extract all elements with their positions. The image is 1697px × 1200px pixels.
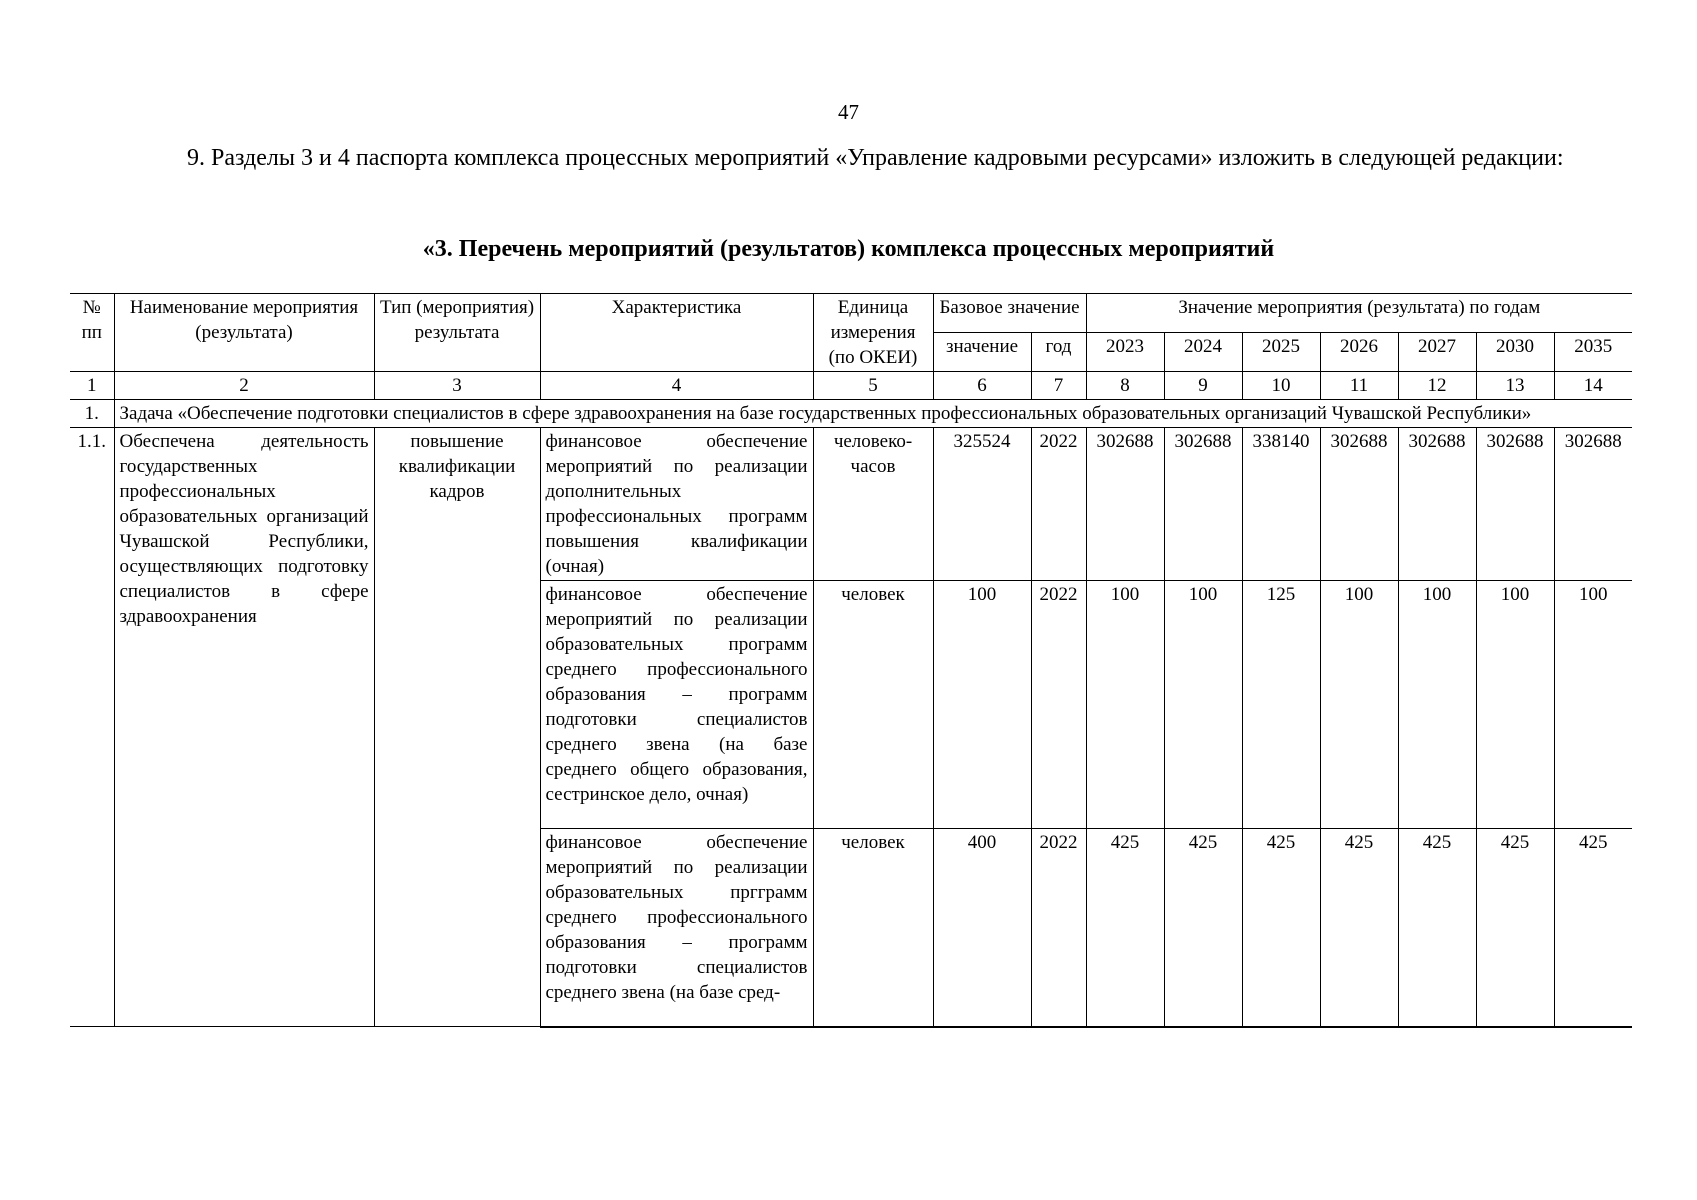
column-number: 2 [114,372,374,400]
header-row-1 [70,294,1632,333]
column-number: 7 [1031,372,1086,400]
section-title: «3. Перечень мероприятий (результатов) комплекса процессных мероприятий [422,236,1275,262]
header-year: 2025 [1242,333,1320,372]
column-numbers-row [70,372,1632,400]
header-year: 2035 [1554,333,1632,372]
column-number: 14 [1554,372,1632,400]
row-value-2023: 100 [1086,581,1164,829]
header-base-value: значение [933,333,1031,372]
row-value-2026: 100 [1320,581,1398,829]
item-name: Обеспечена деятельность государственных профессиональных образовательных организаций Чувашской Республики, осуществляющих подготовку специалистов в сфере здравоохранения [114,428,374,1027]
row-value-2030: 302688 [1476,428,1554,581]
row-base-value: 325524 [933,428,1031,581]
task-num: 1. [70,400,114,428]
column-number: 1 [70,372,114,400]
item-num: 1.1. [70,428,114,1027]
table-row [70,428,1632,581]
header-characteristic: Характеристика [540,294,813,372]
header-year: 2030 [1476,333,1554,372]
column-number: 8 [1086,372,1164,400]
column-number: 4 [540,372,813,400]
page-number: 47 [838,100,859,124]
header-base-year: год [1031,333,1086,372]
row-value-2025: 338140 [1242,428,1320,581]
row-value-2027: 302688 [1398,428,1476,581]
activities-table [70,293,1632,1028]
column-number: 13 [1476,372,1554,400]
row-value-2035: 425 [1554,829,1632,1027]
header-year: 2023 [1086,333,1164,372]
row-base-year: 2022 [1031,829,1086,1027]
header-base: Базовое значение [933,294,1086,333]
header-years-group: Значение мероприятия (результата) по годам [1086,294,1632,333]
row-base-year: 2022 [1031,581,1086,829]
row-value-2030: 100 [1476,581,1554,829]
row-base-year: 2022 [1031,428,1086,581]
row-value-2025: 425 [1242,829,1320,1027]
header-type: Тип (мероприятия) результата [374,294,540,372]
row-base-value: 100 [933,581,1031,829]
row-value-2025: 125 [1242,581,1320,829]
header-year: 2024 [1164,333,1242,372]
item-type: повышение квалификации кадров [374,428,540,1027]
row-unit: человек [813,581,933,829]
row-unit: человек [813,829,933,1027]
row-characteristic: финансовое обеспечение мероприятий по реализации дополнительных профессиональных программ повышения квалификации (очная) [540,428,813,581]
row-value-2035: 100 [1554,581,1632,829]
column-number: 6 [933,372,1031,400]
column-number: 5 [813,372,933,400]
intro-paragraph: 9. Разделы 3 и 4 паспорта комплекса процессных мероприятий «Управление кадровыми ресурсами» изложить в следующей редакции: [187,145,1564,171]
row-value-2027: 100 [1398,581,1476,829]
header-name: Наименование мероприятия (результата) [114,294,374,372]
column-number: 12 [1398,372,1476,400]
header-year: 2026 [1320,333,1398,372]
row-base-value: 400 [933,829,1031,1027]
column-number: 3 [374,372,540,400]
row-value-2024: 302688 [1164,428,1242,581]
header-year: 2027 [1398,333,1476,372]
row-characteristic: финансовое обеспечение мероприятий по реализации образовательных программ среднего профессионального образования – программ подготовки специалистов среднего звена (на базе среднего общего образования, сестринское дело, очная) [540,581,813,829]
row-value-2026: 302688 [1320,428,1398,581]
row-value-2024: 100 [1164,581,1242,829]
row-value-2023: 302688 [1086,428,1164,581]
task-text: Задача «Обеспечение подготовки специалистов в сфере здравоохранения на базе государственных профессиональных образовательных организаций Чувашской Республики» [114,400,1632,428]
row-value-2030: 425 [1476,829,1554,1027]
row-value-2024: 425 [1164,829,1242,1027]
row-unit: человеко-часов [813,428,933,581]
row-value-2027: 425 [1398,829,1476,1027]
column-number: 9 [1164,372,1242,400]
header-unit: Единица измерения (по ОКЕИ) [813,294,933,372]
row-characteristic: финансовое обеспечение мероприятий по реализации образовательных пргграмм среднего профессионального образования – программ подготовки специалистов среднего звена (на базе сред- [540,829,813,1027]
row-value-2023: 425 [1086,829,1164,1027]
column-number: 11 [1320,372,1398,400]
column-number: 10 [1242,372,1320,400]
task-row [70,400,1632,428]
row-value-2026: 425 [1320,829,1398,1027]
row-value-2035: 302688 [1554,428,1632,581]
header-num: № пп [70,294,114,372]
